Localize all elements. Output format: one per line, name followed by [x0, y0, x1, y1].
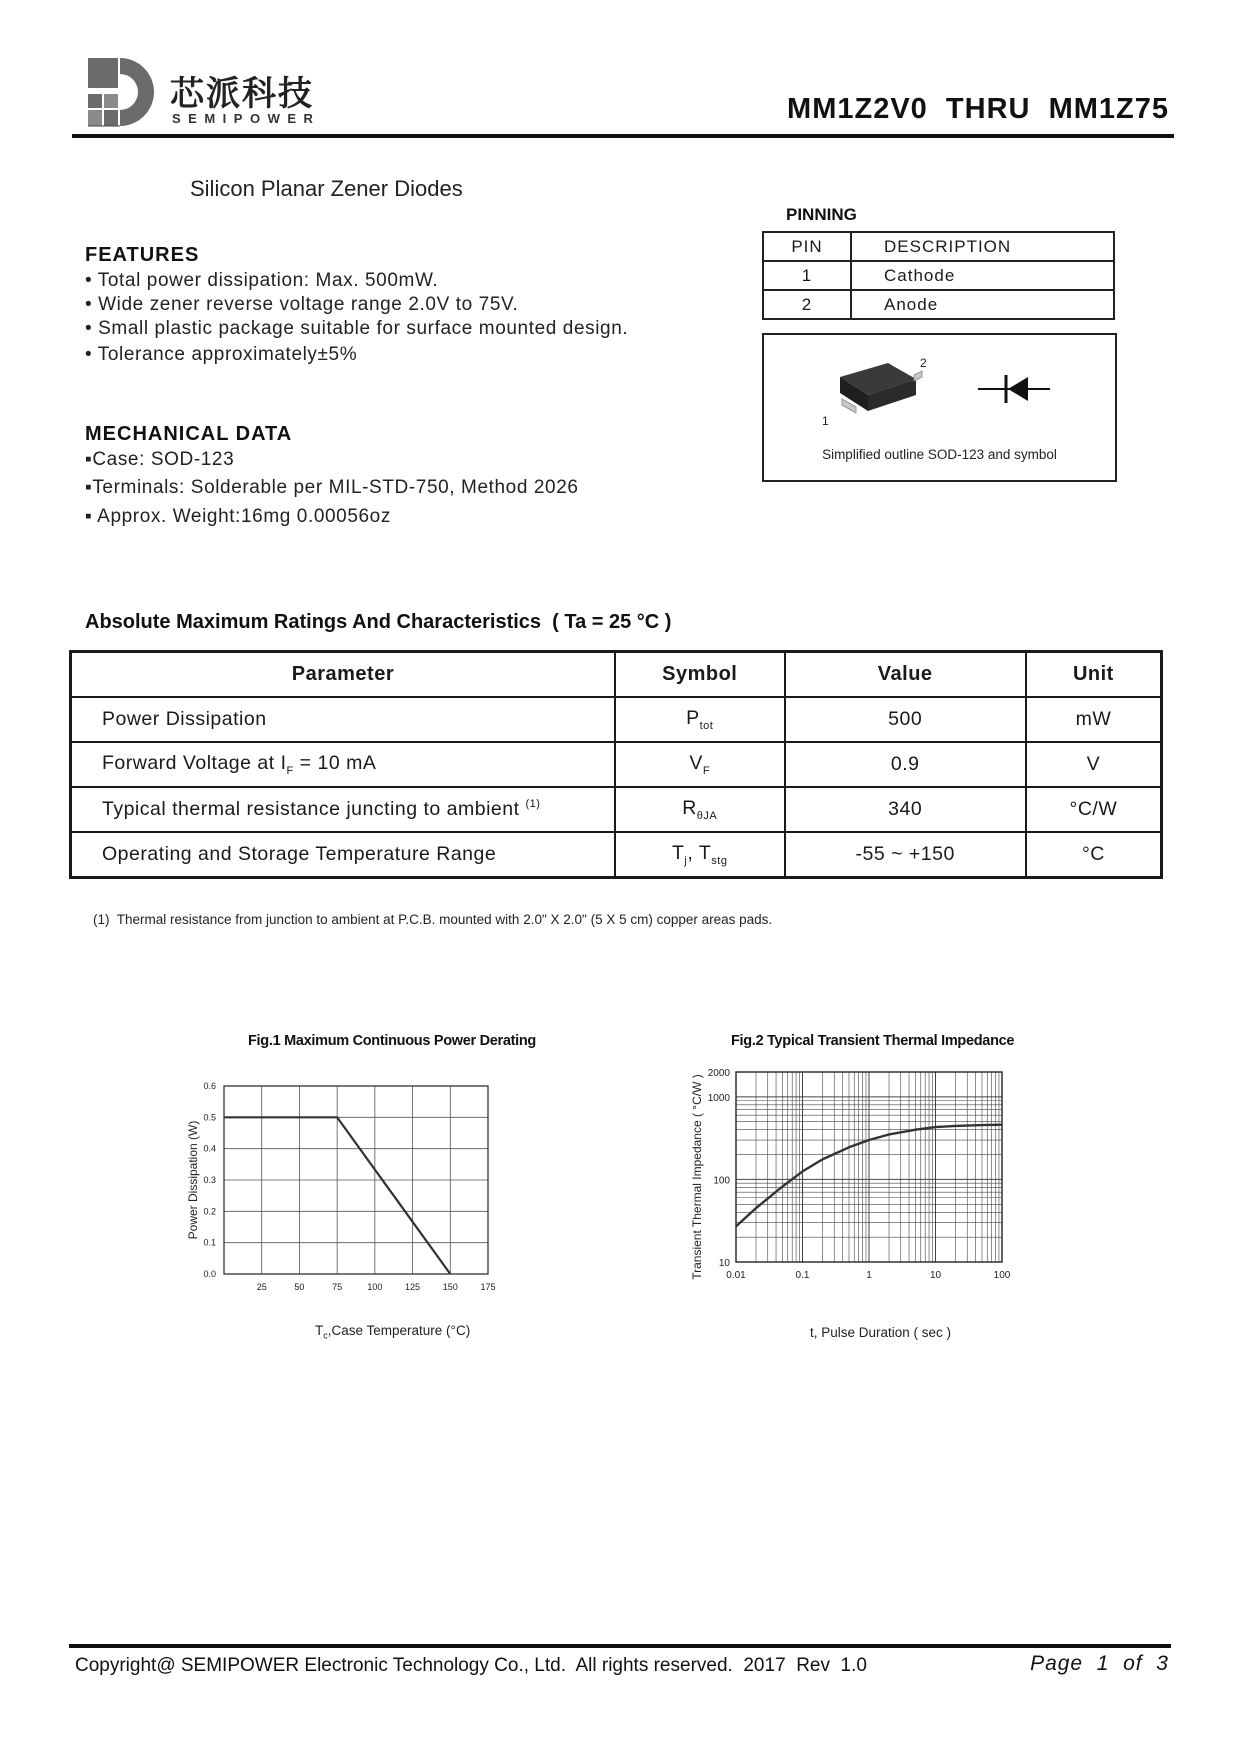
feature-item: • Wide zener reverse voltage range 2.0V to 75V.: [85, 294, 519, 315]
ratings-header-row: [71, 652, 1162, 698]
table-row: [71, 697, 1162, 742]
pin-description: Cathode: [851, 261, 1114, 290]
table-row: [71, 787, 1162, 832]
x-tick-label: 100: [367, 1282, 383, 1292]
parameter-column-header: Parameter: [71, 652, 615, 698]
document-subtitle: Silicon Planar Zener Diodes: [190, 176, 463, 201]
unit-column-header: Unit: [1026, 652, 1162, 698]
symbol-text: T: [672, 842, 685, 865]
pin-2-label: 2: [920, 356, 927, 370]
pinning-table: [762, 231, 1115, 320]
y-tick-label: 0.3: [203, 1175, 216, 1185]
value-cell: 340: [785, 787, 1026, 832]
symbol-subscript: F: [702, 764, 711, 777]
parameter-text-tail: = 10 mA: [293, 752, 377, 775]
pin-number: 1: [763, 261, 851, 290]
unit-cell: V: [1026, 742, 1162, 787]
symbol-cell: [615, 787, 785, 832]
unit-cell: °C/W: [1026, 787, 1162, 832]
y-axis-label: Transient Thermal Impedance ( °C/W ): [690, 1074, 704, 1280]
x-tick-label: 0.1: [795, 1270, 810, 1281]
document-title: MM1Z2V0 THRU MM1Z75: [787, 93, 1169, 125]
x-tick-label: 75: [332, 1282, 343, 1292]
lead-2: [914, 371, 922, 381]
ratings-title: Absolute Maximum Ratings And Characteristics ( Ta = 25 °C ): [85, 611, 672, 633]
logo-english-name: SEMIPOWER: [172, 111, 321, 126]
fig1-power-derating-chart: [180, 1060, 560, 1350]
pin-1-label: 1: [822, 414, 829, 428]
y-tick-label: 100: [713, 1175, 730, 1187]
feature-item: • Tolerance approximately±5%: [85, 344, 358, 365]
symbol-cell: [615, 832, 785, 878]
parameter-text: Forward Voltage at I: [102, 752, 287, 775]
value-cell: 0.9: [785, 742, 1026, 787]
parameter-text: Power Dissipation: [102, 708, 267, 730]
parameter-text: Typical thermal resistance juncting to ambient: [102, 798, 520, 820]
pinning-header-row: [763, 232, 1114, 261]
sod123-package-illustration: [764, 335, 1115, 445]
pin-description: Anode: [851, 290, 1114, 319]
parameter-cell: [71, 697, 615, 742]
unit-cell: mW: [1026, 697, 1162, 742]
x-tick-label: 150: [442, 1282, 458, 1292]
fig2-title: Fig.2 Typical Transient Thermal Impedance: [731, 1033, 1015, 1049]
table-row: [71, 832, 1162, 878]
symbol-text: P: [686, 707, 700, 730]
diode-symbol-icon: [978, 375, 1050, 403]
y-tick-label: 0.5: [203, 1112, 216, 1123]
x-tick-label: 10: [929, 1270, 942, 1281]
table-row: [763, 290, 1114, 319]
symbol-subscript: tot: [699, 719, 714, 732]
fig1-title: Fig.1 Maximum Continuous Power Derating: [248, 1033, 536, 1049]
package-outline-box: [762, 333, 1117, 482]
semipower-logo: [86, 56, 156, 132]
mechanical-heading: MECHANICAL DATA: [85, 423, 293, 445]
table-row: [71, 742, 1162, 787]
parameter-subscript: F: [286, 764, 294, 777]
parameter-cell: [71, 787, 615, 832]
y-tick-label: 0.2: [203, 1206, 216, 1217]
y-tick-label: 0.4: [203, 1143, 216, 1154]
pin-column-header: PIN: [763, 232, 851, 261]
symbol-text: T: [698, 842, 712, 865]
feature-item: • Small plastic package suitable for surface mounted design.: [85, 318, 629, 339]
x-tick-label: 100: [993, 1270, 1011, 1281]
y-axis-label: Power Dissipation (W): [186, 1120, 200, 1240]
header-rule: [72, 134, 1174, 138]
symbol-subscript: θJA: [696, 809, 718, 822]
parameter-cell: [71, 832, 615, 878]
symbol-subscript: j: [684, 854, 688, 867]
ratings-table: [69, 650, 1163, 879]
y-tick-label: 0.6: [203, 1081, 216, 1091]
logo-chinese-name: 芯派科技: [170, 75, 314, 113]
description-column-header: DESCRIPTION: [851, 232, 1114, 261]
value-cell: 500: [785, 697, 1026, 742]
y-tick-label: 0.0: [203, 1269, 216, 1279]
symbol-cell: [615, 697, 785, 742]
x-tick-label: 0.01: [726, 1270, 746, 1281]
y-tick-label: 1000: [707, 1092, 730, 1104]
x-tick-label: 175: [480, 1282, 496, 1292]
mechanical-item: ▪Case: SOD-123: [85, 449, 235, 470]
pinning-title: PINNING: [786, 205, 857, 224]
fig1-x-axis-label: $T_c,Case$ Temperature (°C): [315, 1323, 471, 1341]
x-tick-label: 125: [405, 1282, 421, 1292]
mechanical-item: ▪Terminals: Solderable per MIL-STD-750, Method 2026: [85, 477, 579, 498]
fig2-x-axis-label: t, Pulse Duration ( sec ): [810, 1325, 952, 1340]
x-tick-label: 25: [256, 1282, 267, 1292]
features-heading: FEATURES: [85, 244, 200, 266]
x-tick-label: 1: [866, 1270, 872, 1281]
copyright-text: Copyright@ SEMIPOWER Electronic Technology Co., Ltd. All rights reserved. 2017 Rev 1.0: [75, 1655, 867, 1676]
page-number: Page 1 of 3: [1030, 1652, 1169, 1675]
symbol-text: R: [682, 797, 697, 820]
symbol-separator: ,: [687, 842, 699, 865]
y-tick-label: 2000: [707, 1068, 730, 1079]
value-column-header: Value: [785, 652, 1026, 698]
footer-rule: [69, 1644, 1171, 1648]
thermal-footnote: (1) Thermal resistance from junction to ambient at P.C.B. mounted with 2.0" X 2.0" (5 X 5 cm) copper areas pads.: [93, 912, 773, 927]
symbol-cell: [615, 742, 785, 787]
mechanical-item: ▪ Approx. Weight:16mg 0.00056oz: [85, 506, 391, 527]
feature-item: • Total power dissipation: Max. 500mW.: [85, 270, 439, 291]
symbol-text: V: [689, 752, 703, 775]
parameter-text: Operating and Storage Temperature Range: [102, 843, 497, 865]
symbol-subscript: stg: [711, 854, 728, 867]
pin-number: 2: [763, 290, 851, 319]
parameter-cell: [71, 742, 615, 787]
y-tick-label: 0.1: [203, 1237, 216, 1248]
fig2-thermal-impedance-chart: [680, 1050, 1070, 1350]
package-caption: Simplified outline SOD-123 and symbol: [822, 447, 1057, 462]
unit-cell: °C: [1026, 832, 1162, 878]
footnote-marker: (1): [525, 798, 541, 810]
value-cell: -55 ~ +150: [785, 832, 1026, 878]
x-tick-label: 50: [294, 1282, 305, 1292]
symbol-column-header: Symbol: [615, 652, 785, 698]
table-row: [763, 261, 1114, 290]
y-tick-label: 10: [718, 1258, 730, 1269]
